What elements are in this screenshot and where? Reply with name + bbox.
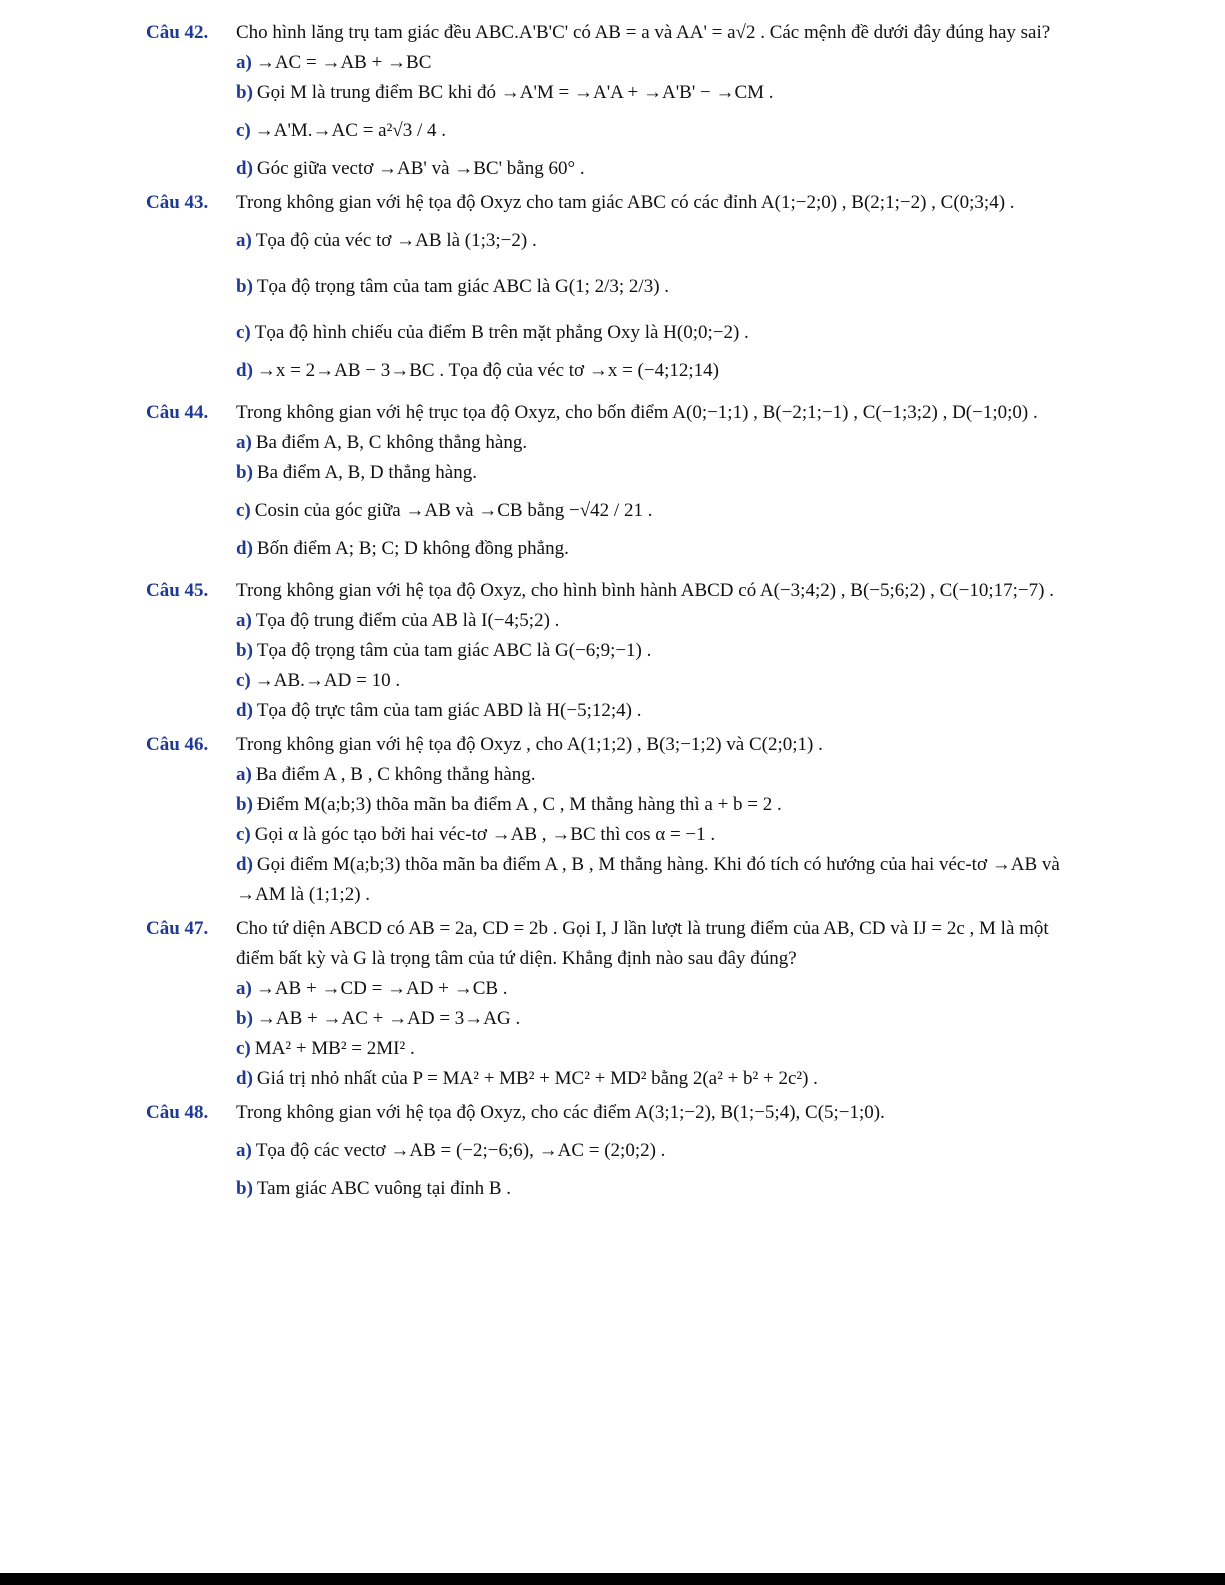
option-text: Tọa độ trọng tâm của tam giác ABC là G(1; 2/3; 2/3) .	[256, 276, 670, 297]
option-b	[0, 1174, 1225, 1204]
option-label: d)	[236, 360, 253, 381]
question-number: Câu 46.	[146, 734, 209, 755]
option-text: Tọa độ trọng tâm của tam giác ABC là G(−6;9;−1) .	[256, 640, 652, 661]
option-text: →AB + →CD = →AD + →CB .	[255, 978, 508, 999]
option-b	[0, 636, 1225, 666]
option-a	[0, 760, 1225, 790]
question-number: Câu 45.	[146, 580, 209, 601]
option-a	[0, 48, 1225, 78]
option-text: Ba điểm A, B, C không thẳng hàng.	[255, 432, 528, 453]
option-label: c)	[236, 670, 251, 691]
option-label: d)	[236, 1068, 253, 1089]
option-label: d)	[236, 854, 253, 875]
option-text: Gọi M là trung điểm BC khi đó →A'M = →A'A + →A'B' − →CM .	[256, 82, 774, 103]
option-label: b)	[236, 462, 253, 483]
question-header	[0, 576, 1225, 606]
option-d	[0, 154, 1225, 184]
option-c	[0, 108, 1225, 154]
question-text: Trong không gian với hệ tọa độ Oxyz cho tam giác ABC có các đỉnh A(1;−2;0) , B(2;1;−2) , C(0;3;4) .	[236, 192, 1015, 213]
question-header	[0, 398, 1225, 428]
question-number: Câu 47.	[146, 918, 209, 939]
question-text: Trong không gian với hệ tọa độ Oxyz, cho các điểm A(3;1;−2), B(1;−5;4), C(5;−1;0).	[236, 1102, 885, 1123]
option-a	[0, 1128, 1225, 1174]
option-text: Gọi α là góc tạo bởi hai véc-tơ →AB , →BC thì cos α = −1 .	[254, 824, 716, 845]
option-c	[0, 1034, 1225, 1064]
question-header	[0, 914, 1225, 974]
question-46	[0, 730, 1225, 910]
option-a	[0, 606, 1225, 636]
option-label: b)	[236, 82, 253, 103]
question-header	[0, 730, 1225, 760]
option-label: d)	[236, 158, 253, 179]
option-text: →AB + →AC + →AD = 3→AG .	[256, 1008, 521, 1029]
option-label: d)	[236, 700, 253, 721]
option-label: c)	[236, 322, 251, 343]
option-c	[0, 666, 1225, 696]
option-label: d)	[236, 538, 253, 559]
option-c	[0, 310, 1225, 356]
option-text: Giá trị nhỏ nhất của P = MA² + MB² + MC² + MD² bằng 2(a² + b² + 2c²) .	[256, 1068, 818, 1089]
option-text: Tọa độ các vectơ →AB = (−2;−6;6), →AC = (2;0;2) .	[255, 1140, 666, 1161]
option-label: c)	[236, 824, 251, 845]
option-c	[0, 820, 1225, 850]
option-text: MA² + MB² = 2MI² .	[254, 1038, 415, 1059]
option-d	[0, 1064, 1225, 1094]
question-text: Cho tứ diện ABCD có AB = 2a, CD = 2b . Gọi I, J lần lượt là trung điểm của AB, CD và IJ = 2c , M là một điểm bất kỳ và G là trọng tâm của tứ diện. Khẳng định nào sau đây đúng?	[236, 918, 1049, 969]
question-text: Trong không gian với hệ trục tọa độ Oxyz, cho bốn điểm A(0;−1;1) , B(−2;1;−1) , C(−1;3;2) , D(−1;0;0) .	[236, 402, 1038, 423]
option-text: →A'M.→AC = a²√3 / 4 .	[254, 120, 446, 141]
option-label: a)	[236, 610, 252, 631]
option-text: →AB.→AD = 10 .	[254, 670, 401, 691]
question-number: Câu 48.	[146, 1102, 209, 1123]
option-b	[0, 78, 1225, 108]
option-label: c)	[236, 120, 251, 141]
option-label: a)	[236, 1140, 252, 1161]
option-b	[0, 1004, 1225, 1034]
question-43	[0, 188, 1225, 386]
question-text: Cho hình lăng trụ tam giác đều ABC.A'B'C' có AB = a và AA' = a√2 . Các mệnh đề dưới đây đúng hay sai?	[236, 22, 1051, 43]
question-48	[0, 1098, 1225, 1204]
option-label: b)	[236, 1178, 253, 1199]
option-label: a)	[236, 432, 252, 453]
option-d	[0, 534, 1225, 564]
option-text: Tọa độ trung điểm của AB là I(−4;5;2) .	[255, 610, 560, 631]
option-label: b)	[236, 276, 253, 297]
option-text: Góc giữa vectơ →AB' và →BC' bằng 60° .	[256, 158, 585, 179]
question-number: Câu 42.	[146, 22, 209, 43]
option-text: Tọa độ của véc tơ →AB là (1;3;−2) .	[255, 230, 537, 251]
question-text: Trong không gian với hệ tọa độ Oxyz , cho A(1;1;2) , B(3;−1;2) và C(2;0;1) .	[236, 734, 823, 755]
option-text: Tọa độ hình chiếu của điểm B trên mặt phẳng Oxy là H(0;0;−2) .	[254, 322, 749, 343]
option-text: Điểm M(a;b;3) thõa mãn ba điểm A , C , M thẳng hàng thì a + b = 2 .	[256, 794, 782, 815]
question-text: Trong không gian với hệ tọa độ Oxyz, cho hình bình hành ABCD có A(−3;4;2) , B(−5;6;2) , C(−10;17;−7) .	[236, 580, 1054, 601]
option-text: Tọa độ trực tâm của tam giác ABD là H(−5;12;4) .	[256, 700, 642, 721]
question-45	[0, 576, 1225, 726]
option-d	[0, 696, 1225, 726]
option-label: b)	[236, 640, 253, 661]
question-47	[0, 914, 1225, 1094]
option-a	[0, 218, 1225, 264]
option-label: c)	[236, 1038, 251, 1059]
option-label: b)	[236, 794, 253, 815]
option-label: b)	[236, 1008, 253, 1029]
page-bottom-border	[0, 1573, 1225, 1585]
option-label: a)	[236, 764, 252, 785]
option-text: →x = 2→AB − 3→BC . Tọa độ của véc tơ →x = (−4;12;14)	[256, 360, 719, 381]
option-a	[0, 974, 1225, 1004]
option-d	[0, 356, 1225, 386]
option-label: a)	[236, 978, 252, 999]
question-header	[0, 18, 1225, 48]
option-b	[0, 790, 1225, 820]
option-b	[0, 264, 1225, 310]
option-text: Gọi điểm M(a;b;3) thõa mãn ba điểm A , B , M thẳng hàng. Khi đó tích có hướng của hai véc-tơ →AB và →AM là (1;1;2) .	[236, 854, 1060, 905]
question-42	[0, 18, 1225, 184]
question-number: Câu 43.	[146, 192, 209, 213]
option-b	[0, 458, 1225, 488]
option-label: a)	[236, 230, 252, 251]
option-text: Tam giác ABC vuông tại đỉnh B .	[256, 1178, 512, 1199]
question-header	[0, 1098, 1225, 1128]
option-text: Cosin của góc giữa →AB và →CB bằng −√42 / 21 .	[254, 500, 653, 521]
option-text: Ba điểm A, B, D thẳng hàng.	[256, 462, 477, 483]
option-d	[0, 850, 1225, 910]
option-label: a)	[236, 52, 252, 73]
option-c	[0, 488, 1225, 534]
question-header	[0, 188, 1225, 218]
question-44	[0, 398, 1225, 564]
option-a	[0, 428, 1225, 458]
option-label: c)	[236, 500, 251, 521]
option-text: →AC = →AB + →BC	[255, 52, 432, 73]
option-text: Ba điểm A , B , C không thẳng hàng.	[255, 764, 536, 785]
option-text: Bốn điểm A; B; C; D không đồng phẳng.	[256, 538, 569, 559]
document-page	[0, 18, 1225, 1208]
question-number: Câu 44.	[146, 402, 209, 423]
